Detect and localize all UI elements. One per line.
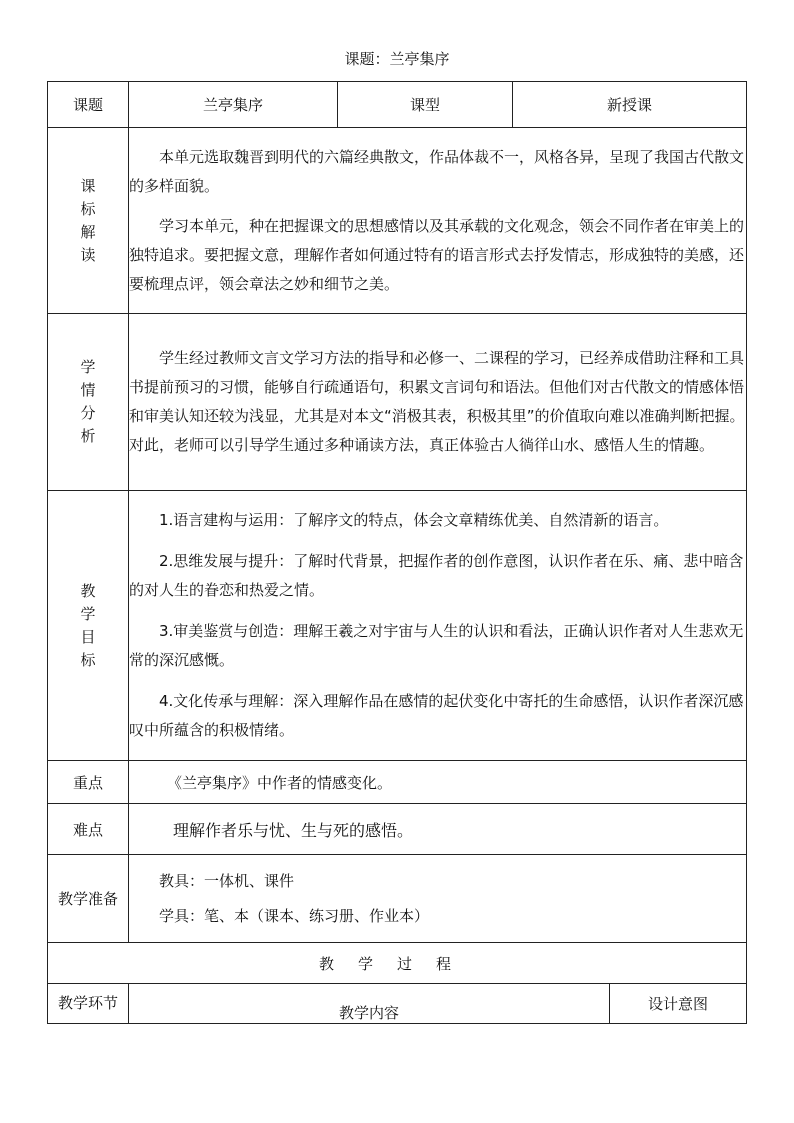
difficulty-label: 难点 (48, 804, 129, 855)
objective-item: 2.思维发展与提升：了解时代背景，把握作者的创作意图，认识作者在乐、痛、悲中暗含的对人生的眷恋和热爱之情。 (129, 552, 744, 599)
objectives-label: 教 学 目 标 (48, 491, 129, 761)
key-point-label: 重点 (48, 761, 129, 804)
difficulty-text: 理解作者乐与忧、生与死的感悟。 (129, 804, 747, 855)
learner-row (48, 314, 747, 491)
objective-item: 3.审美鉴赏与创造：理解王羲之对宇宙与人生的认识和看法，正确认识作者对人生悲欢无常的深沉感慨。 (129, 622, 744, 669)
standards-label: 课 标 解 读 (48, 128, 129, 314)
document-title: 课题：兰亭集序 (344, 50, 450, 68)
column-content: 教学内容 (129, 984, 610, 1024)
learner-label: 学 情 分 析 (48, 314, 129, 491)
learner-paragraph: 学生经过教师文言文学习方法的指导和必修一、二课程的学习，已经养成借助注释和工具书提前预习的习惯，能够自行疏通语句，积累文言词句和语法。但他们对古代散文的情感体悟和审美认知还较为浅显，尤其是对本文“消极其表，积极其里”的价值取向难以准确判断把握。对此，老师可以引导学生通过多种诵读方法，真正体验古人徜徉山水、感悟人生的情趣。 (129, 349, 745, 454)
preparation-content (129, 855, 747, 943)
objectives-content (129, 491, 747, 761)
key-point-row (48, 761, 747, 804)
key-point-text: 《兰亭集序》中作者的情感变化。 (129, 761, 747, 804)
standards-paragraph: 本单元选取魏晋到明代的六篇经典散文，作品体裁不一，风格各异，呈现了我国古代散文的多样面貌。 (129, 147, 745, 195)
standards-row (48, 128, 747, 314)
type-label: 课型 (338, 82, 513, 128)
student-tools: 学具：笔、本（课本、练习册、作业本） (159, 906, 430, 925)
type-value: 新授课 (513, 82, 747, 128)
lesson-plan-table (47, 81, 747, 1024)
objectives-row (48, 491, 747, 761)
preparation-row (48, 855, 747, 943)
difficulty-row (48, 804, 747, 855)
standards-paragraph: 学习本单元，种在把握课文的思想感情以及其承载的文化观念，领会不同作者在审美上的独特追求。要把握文意，理解作者如何通过特有的语言形式去抒发情志，形成独特的美感，还要梳理点评，领会章法之妙和细节之美。 (129, 216, 745, 293)
topic-label: 课题 (48, 82, 129, 128)
teacher-tools: 教具：一体机、课件 (159, 871, 295, 890)
learner-content (129, 314, 747, 491)
column-stage: 教学环节 (48, 984, 129, 1024)
objective-item: 1.语言建构与运用：了解序文的特点，体会文章精练优美、自然清新的语言。 (159, 511, 669, 529)
topic-value: 兰亭集序 (129, 82, 338, 128)
standards-content (129, 128, 747, 314)
process-heading: 教学过程 (48, 943, 747, 984)
objective-item: 4.文化传承与理解：深入理解作品在感情的起伏变化中寄托的生命感悟，认识作者深沉感叹中所蕴含的积极情绪。 (129, 692, 744, 739)
process-heading-row (48, 943, 747, 984)
preparation-label: 教学准备 (48, 855, 129, 943)
process-columns-row (48, 984, 747, 1024)
column-intent: 设计意图 (610, 984, 747, 1024)
header-row (48, 82, 747, 128)
